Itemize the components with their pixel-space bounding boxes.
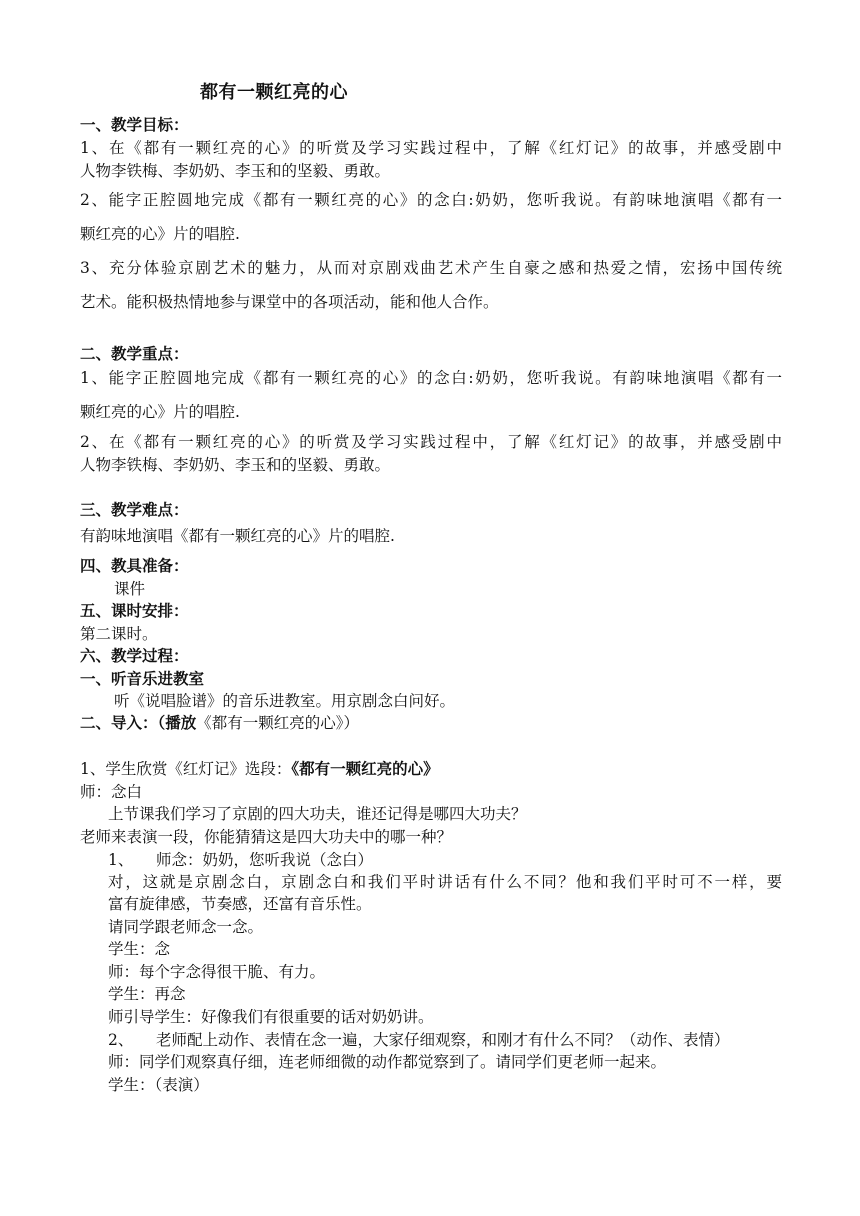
goal-3-line-1: 3、充分体验京剧艺术的魅力，从而对京剧戏曲艺术产生自豪之感和热爱之情，宏扬中国传统 xyxy=(80,259,782,277)
section-heading-process: 六、教学过程： xyxy=(80,647,189,665)
step-2-heading-song: 《都有一颗红亮的心》） xyxy=(196,714,360,732)
section-heading-schedule: 五、课时安排： xyxy=(80,602,189,620)
lesson-line-2: 师：念白 xyxy=(80,783,143,801)
lesson-line-1-song: 《都有一颗红亮的心》 xyxy=(291,759,439,778)
lesson-line-4: 老师来表演一段，你能猜猜这是四大功夫中的哪一种？ xyxy=(80,828,453,846)
goal-3-line-2: 艺术。能积极热情地参与课堂中的各项活动，能和他人合作。 xyxy=(80,293,499,311)
goal-2-line-1: 2、能字正腔圆地完成《都有一颗红亮的心》的念白:奶奶，您听我说。有韵味地演唱《都有一 xyxy=(80,191,782,209)
step-2-heading xyxy=(80,711,359,733)
section-heading-key-points: 二、教学重点： xyxy=(80,345,189,363)
goal-2-line-2: 颗红亮的心》片的唱腔. xyxy=(80,225,240,243)
goal-1-line-1: 1、在《都有一颗红亮的心》的听赏及学习实践过程中，了解《红灯记》的故事，并感受剧中 xyxy=(80,139,782,157)
step-2-heading-prefix: 二、导入：（ xyxy=(80,714,166,732)
lesson-line-15: 学生：（表演） xyxy=(108,1076,209,1094)
step-1-text: 听《说唱脸谱》的音乐进教室。用京剧念白问好。 xyxy=(114,692,456,710)
key-point-2-line-2: 人物李铁梅、李奶奶、李玉和的坚毅、勇敢。 xyxy=(80,456,391,474)
lesson-line-1 xyxy=(80,757,439,779)
materials-text: 课件 xyxy=(114,580,146,598)
lesson-numbered-1-text: 师念：奶奶，您听我说（念白） xyxy=(156,851,374,869)
lesson-line-14: 师：同学们观察真仔细，连老师细微的动作都觉察到了。请同学们更老师一起来。 xyxy=(108,1053,667,1071)
lesson-numbered-1 xyxy=(108,848,373,870)
step-2-heading-play: 播放 xyxy=(165,714,197,732)
lesson-line-8: 请同学跟老师念一念。 xyxy=(108,918,264,936)
lesson-line-9: 学生：念 xyxy=(108,940,171,958)
lesson-line-1-text: 1、学生欣赏《红灯记》选段： xyxy=(80,760,292,778)
lesson-line-7: 富有旋律感，节奏感，还富有音乐性。 xyxy=(108,895,372,913)
lesson-numbered-2-text: 老师配上动作、表情在念一遍，大家仔细观察，和刚才有什么不同？（动作、表情） xyxy=(156,1031,730,1049)
lesson-line-3: 上节课我们学习了京剧的四大功夫，谁还记得是哪四大功夫？ xyxy=(108,805,527,823)
step-1-heading: 一、听音乐进教室 xyxy=(80,670,205,688)
lesson-number-2: 2、 xyxy=(108,1031,134,1049)
schedule-text: 第二课时。 xyxy=(80,625,158,643)
lesson-line-12: 师引导学生：好像我们有很重要的话对奶奶讲。 xyxy=(108,1008,434,1026)
lesson-numbered-2 xyxy=(108,1028,730,1050)
lesson-line-11: 学生：再念 xyxy=(108,985,186,1003)
document-title: 都有一颗红亮的心 xyxy=(200,82,348,103)
lesson-number-1: 1、 xyxy=(108,851,134,869)
key-point-1-line-1: 1、能字正腔圆地完成《都有一颗红亮的心》的念白:奶奶，您听我说。有韵味地演唱《都有一 xyxy=(80,369,782,387)
key-point-2-line-1: 2、在《都有一颗红亮的心》的听赏及学习实践过程中，了解《红灯记》的故事，并感受剧中 xyxy=(80,433,782,451)
section-heading-materials: 四、教具准备： xyxy=(80,557,189,575)
lesson-line-6: 对，这就是京剧念白，京剧念白和我们平时讲话有什么不同？他和我们平时可不一样，要 xyxy=(108,873,782,891)
section-heading-goals: 一、教学目标： xyxy=(80,116,189,134)
key-point-1-line-2: 颗红亮的心》片的唱腔. xyxy=(80,403,240,421)
section-heading-difficulties: 三、教学难点： xyxy=(80,501,189,519)
lesson-line-10: 师：每个字念得很干脆、有力。 xyxy=(108,963,326,981)
difficulty-text: 有韵味地演唱《都有一颗红亮的心》片的唱腔. xyxy=(80,527,395,545)
goal-1-line-2: 人物李铁梅、李奶奶、李玉和的坚毅、勇敢。 xyxy=(80,162,391,180)
